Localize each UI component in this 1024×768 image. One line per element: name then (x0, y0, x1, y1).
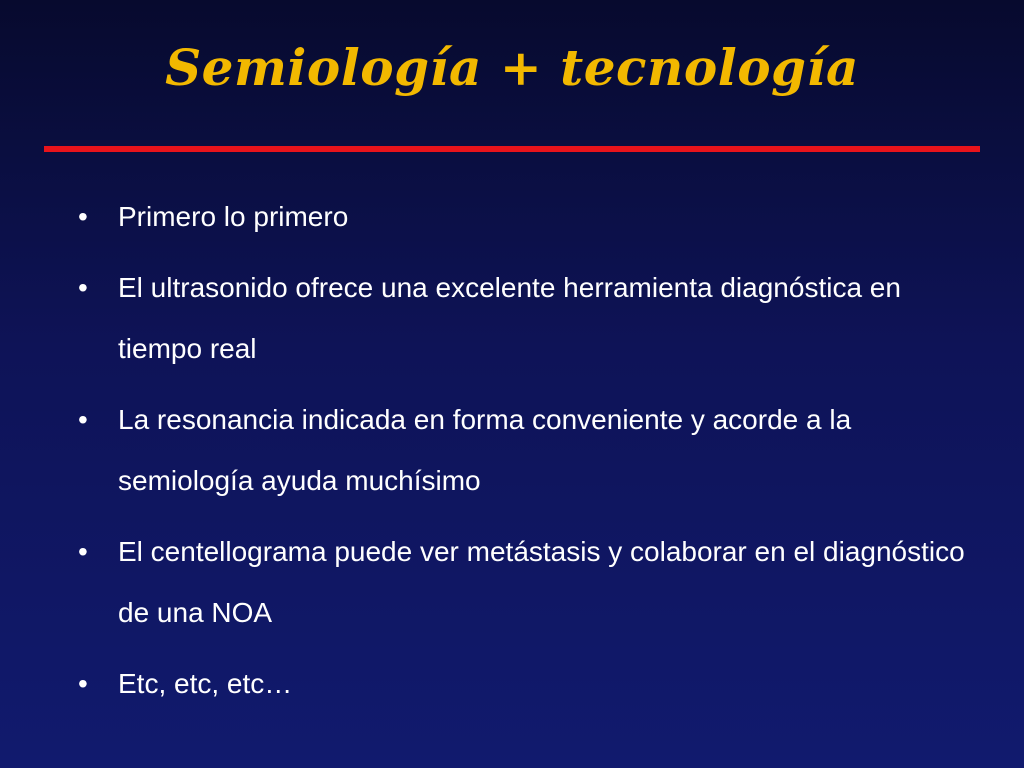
bullet-text: Etc, etc, etc… (118, 668, 293, 699)
bullet-icon: • (78, 668, 88, 699)
bullet-text: La resonancia indicada en forma conveniente y acorde a la semiología ayuda muchísimo (118, 404, 852, 496)
bullet-item (78, 653, 978, 714)
bullet-item (78, 186, 978, 247)
bullet-icon: • (78, 272, 88, 303)
bullet-text: El ultrasonido ofrece una excelente herramienta diagnóstica en tiempo real (118, 272, 901, 364)
title-divider (44, 146, 980, 152)
bullet-icon: • (78, 201, 88, 232)
bullet-text: El centellograma puede ver metástasis y colaborar en el diagnóstico de una NOA (118, 536, 965, 628)
bullet-text: Primero lo primero (118, 201, 349, 232)
bullet-item (78, 521, 978, 643)
bullet-item (78, 257, 978, 379)
bullet-icon: • (78, 536, 88, 567)
slide-title: Semiología + tecnología (165, 38, 859, 97)
bullet-list (78, 186, 978, 724)
bullet-icon: • (78, 404, 88, 435)
bullet-item (78, 389, 978, 511)
